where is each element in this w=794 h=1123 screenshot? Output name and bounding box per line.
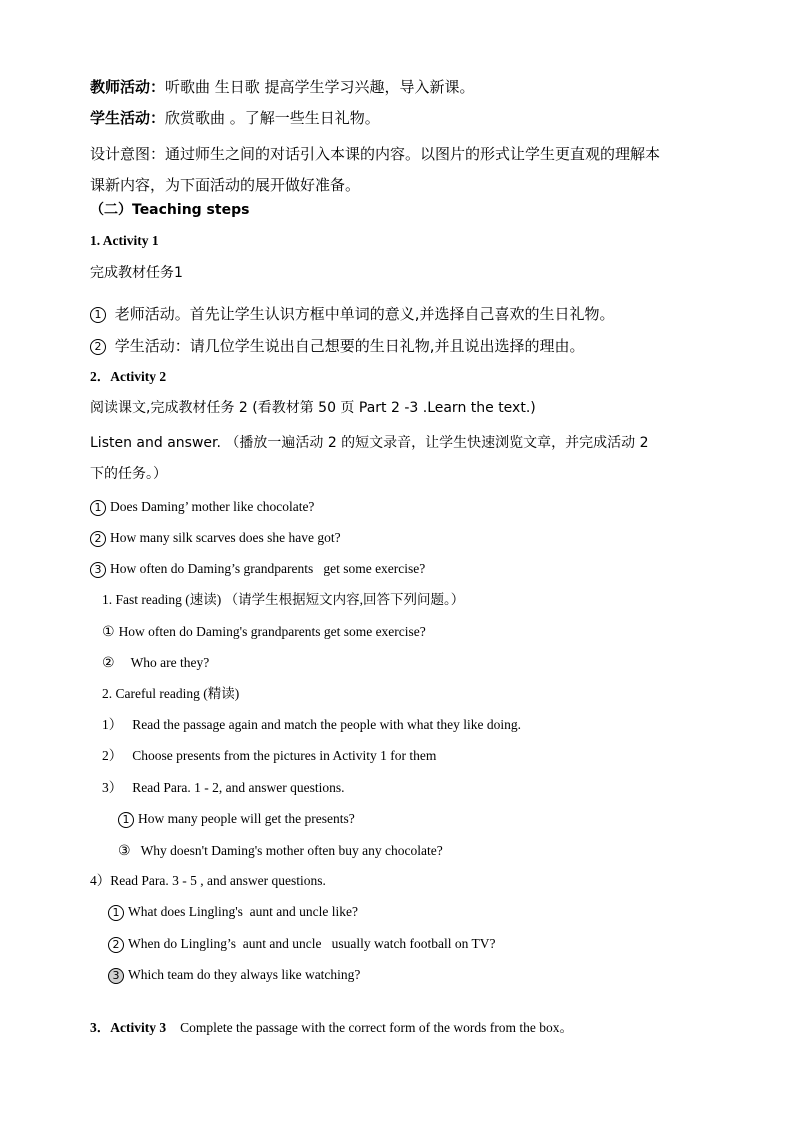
circled-number: ②	[102, 655, 115, 671]
question-text: How many silk scarves does she have got?	[110, 530, 341, 545]
activity-3-text: Complete the passage with the correct form of the words from the box。	[180, 1020, 574, 1035]
circled-number: 1	[108, 905, 124, 921]
activity-2-heading: 2．Activity 2	[90, 369, 167, 384]
step-number: 1）	[102, 717, 123, 732]
activity-1-heading: 1. Activity 1	[90, 233, 159, 248]
activity-2-task: 阅读课文,完成教材任务 2 (看教材第 50 页 Part 2 -3 .Learn the text.)	[90, 400, 536, 416]
fast-reading-question-2	[102, 655, 209, 672]
question-text: How many people will get the presents?	[138, 811, 355, 826]
design-intent-line-1: 设计意图：通过师生之间的对话引入本课的内容。以图片的形式让学生更直观的理解本	[90, 145, 661, 163]
item-text: 学生活动：请几位学生说出自己想要的生日礼物,并且说出选择的理由。	[114, 337, 585, 355]
para-1-2-question-2	[118, 843, 443, 860]
question-text: Who are they?	[130, 655, 210, 670]
step-text: Read Para. 1 - 2, and answer questions.	[132, 780, 345, 795]
design-intent-line-2: 课新内容，为下面活动的展开做好准备。	[90, 176, 361, 194]
question-text: When do Lingling’s aunt and uncle usually watch football on TV?	[128, 936, 496, 951]
student-activity-line	[90, 109, 380, 127]
fast-reading-question-1	[102, 624, 426, 641]
circled-number: 1	[90, 307, 106, 323]
circled-number: 1	[90, 500, 106, 516]
question-3	[90, 561, 425, 578]
student-activity-label: 学生活动：	[90, 109, 166, 127]
fast-reading-heading: 1. Fast reading (速读) （请学生根据短文内容,回答下列问题。）	[102, 592, 465, 607]
circled-number-highlighted: 3	[108, 968, 124, 984]
step-number: 2）	[102, 748, 123, 763]
question-text: How often do Daming's grandparents get some exercise?	[118, 624, 426, 639]
activity-3-line	[90, 1020, 573, 1036]
question-text: Why doesn't Daming's mother often buy any chocolate?	[140, 843, 443, 858]
activity-1-task: 完成教材任务1	[90, 265, 183, 281]
careful-reading-step-1	[102, 717, 521, 733]
teacher-activity-text: 听歌曲 生日歌 提高学生学习兴趣，导入新课。	[165, 78, 475, 96]
step-text: Read the passage again and match the people with what they like doing.	[132, 717, 522, 732]
activity-1-item-1	[90, 305, 615, 323]
question-text: Which team do they always like watching?	[128, 967, 361, 982]
circled-number: 2	[90, 339, 106, 355]
circled-number: ①	[102, 624, 115, 640]
listen-and-answer-line-2: 下的任务。）	[90, 466, 167, 482]
careful-reading-step-2	[102, 748, 436, 764]
teacher-activity-line	[90, 78, 475, 96]
question-1	[90, 499, 314, 516]
para-3-5-question-2	[108, 936, 496, 953]
careful-reading-heading: 2. Careful reading (精读)	[102, 686, 240, 701]
question-text: What does Lingling's aunt and uncle like?	[128, 904, 358, 919]
question-2	[90, 530, 341, 547]
para-1-2-question-1	[118, 811, 355, 828]
teaching-steps-heading: （二）Teaching steps	[90, 202, 250, 218]
question-text: How often do Daming’s grandparents get some exercise?	[110, 561, 426, 576]
para-3-5-question-3	[108, 967, 360, 984]
student-activity-text: 欣赏歌曲 。了解一些生日礼物。	[165, 109, 380, 127]
question-text: Does Daming’ mother like chocolate?	[110, 499, 315, 514]
circled-number: 1	[118, 812, 134, 828]
careful-reading-step-4: 4）Read Para. 3 - 5 , and answer questions.	[90, 873, 326, 888]
para-3-5-question-1	[108, 904, 358, 921]
circled-number: ③	[118, 843, 131, 859]
circled-number: 3	[90, 562, 106, 578]
item-text: 老师活动。首先让学生认识方框中单词的意义,并选择自己喜欢的生日礼物。	[114, 305, 615, 323]
step-number: 3）	[102, 780, 123, 795]
circled-number: 2	[108, 937, 124, 953]
activity-1-item-2	[90, 337, 585, 355]
activity-3-heading: 3．Activity 3	[90, 1020, 167, 1035]
listen-and-answer-line-1: Listen and answer. （播放一遍活动 2 的短文录音，让学生快速浏览文章，并完成活动 2	[90, 435, 649, 451]
teacher-activity-label: 教师活动：	[90, 78, 166, 96]
careful-reading-step-3	[102, 780, 344, 796]
circled-number: 2	[90, 531, 106, 547]
step-text: Choose presents from the pictures in Activity 1 for them	[132, 748, 437, 763]
